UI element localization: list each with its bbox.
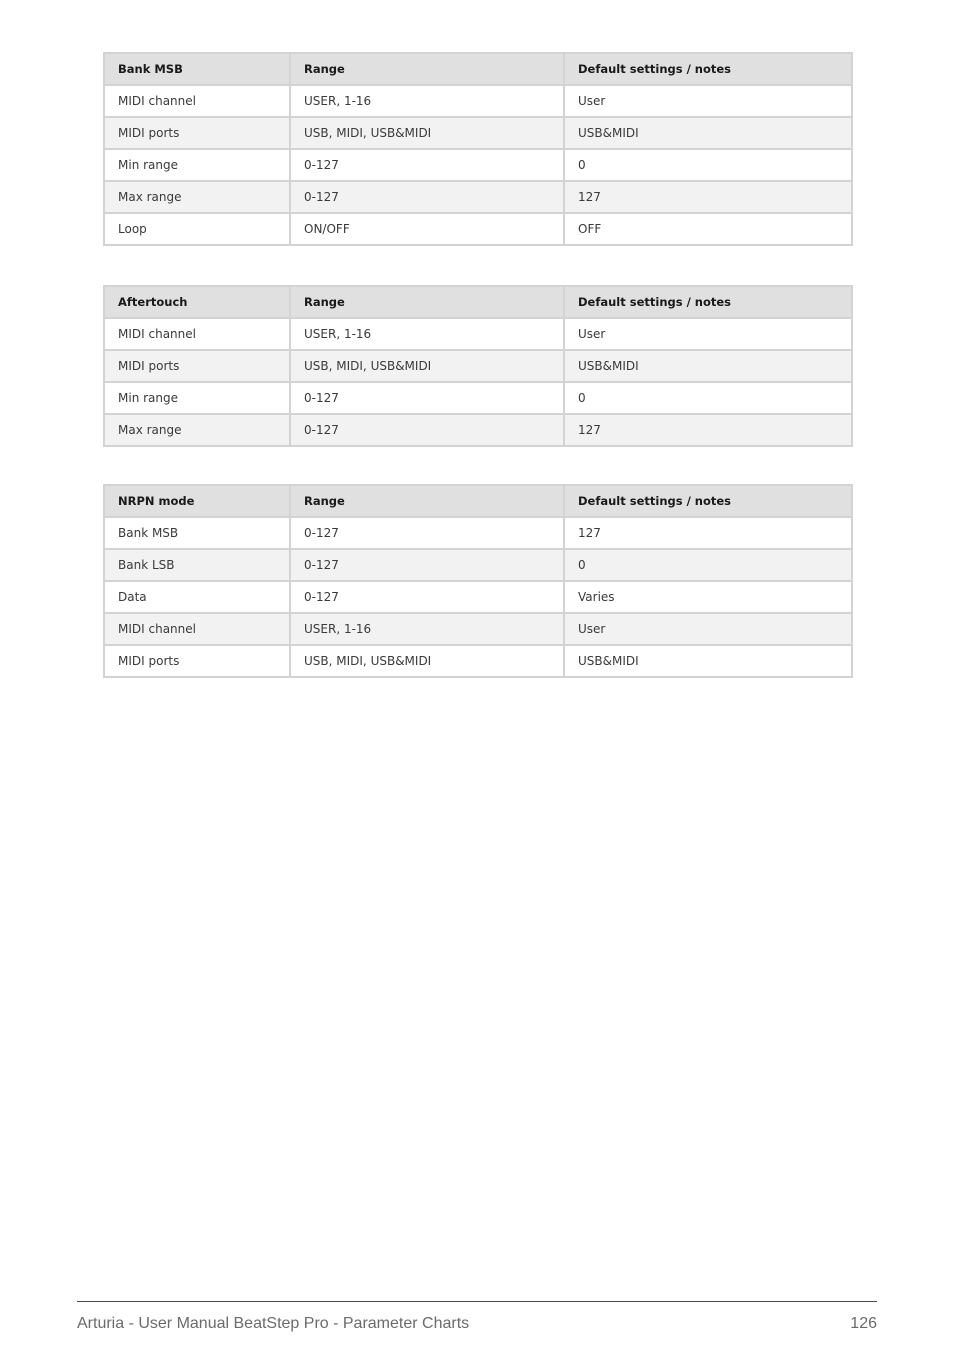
table-header-row [104, 485, 852, 517]
table-header-row [104, 53, 852, 85]
default-cell: USB&MIDI [564, 645, 852, 677]
table-row [104, 613, 852, 645]
range-cell: 0-127 [290, 549, 564, 581]
range-cell: 0-127 [290, 181, 564, 213]
footer-title: Arturia - User Manual BeatStep Pro - Parameter Charts [77, 1315, 470, 1332]
range-cell: 0-127 [290, 581, 564, 613]
column-header-parameter: Bank MSB [104, 53, 290, 85]
parameter-cell: MIDI ports [104, 645, 290, 677]
range-cell: USB, MIDI, USB&MIDI [290, 117, 564, 149]
parameter-cell: Min range [104, 382, 290, 414]
column-header-parameter: Aftertouch [104, 286, 290, 318]
range-cell: USB, MIDI, USB&MIDI [290, 645, 564, 677]
column-header-default: Default settings / notes [564, 485, 852, 517]
default-cell: 127 [564, 517, 852, 549]
table-row [104, 382, 852, 414]
parameter-cell: Min range [104, 149, 290, 181]
parameter-cell: MIDI ports [104, 350, 290, 382]
column-header-default: Default settings / notes [564, 286, 852, 318]
bank-msb-table [103, 52, 853, 246]
range-cell: 0-127 [290, 149, 564, 181]
nrpn-mode-table [103, 484, 853, 678]
table-row [104, 549, 852, 581]
column-header-range: Range [290, 286, 564, 318]
range-cell: ON/OFF [290, 213, 564, 245]
column-header-parameter: NRPN mode [104, 485, 290, 517]
parameter-cell: MIDI ports [104, 117, 290, 149]
parameter-cell: Bank MSB [104, 517, 290, 549]
parameter-cell: Data [104, 581, 290, 613]
table-row [104, 517, 852, 549]
default-cell: 0 [564, 549, 852, 581]
default-cell: User [564, 613, 852, 645]
default-cell: 127 [564, 181, 852, 213]
table-row [104, 318, 852, 350]
default-cell: USB&MIDI [564, 350, 852, 382]
table-row [104, 414, 852, 446]
table-header-row [104, 286, 852, 318]
default-cell: User [564, 318, 852, 350]
range-cell: 0-127 [290, 382, 564, 414]
parameter-cell: Max range [104, 414, 290, 446]
default-cell: 0 [564, 382, 852, 414]
aftertouch-table [103, 285, 853, 447]
parameter-cell: Bank LSB [104, 549, 290, 581]
table-row [104, 181, 852, 213]
table-row [104, 581, 852, 613]
default-cell: OFF [564, 213, 852, 245]
parameter-cell: MIDI channel [104, 85, 290, 117]
table-row [104, 350, 852, 382]
default-cell: Varies [564, 581, 852, 613]
range-cell: USER, 1-16 [290, 318, 564, 350]
table-row [104, 213, 852, 245]
table-row [104, 149, 852, 181]
column-header-range: Range [290, 485, 564, 517]
range-cell: USB, MIDI, USB&MIDI [290, 350, 564, 382]
page-number: 126 [850, 1315, 877, 1332]
range-cell: USER, 1-16 [290, 613, 564, 645]
table-row [104, 117, 852, 149]
column-header-range: Range [290, 53, 564, 85]
column-header-default: Default settings / notes [564, 53, 852, 85]
parameter-cell: MIDI channel [104, 613, 290, 645]
default-cell: 0 [564, 149, 852, 181]
page-footer [77, 1301, 877, 1332]
table-row [104, 85, 852, 117]
range-cell: USER, 1-16 [290, 85, 564, 117]
parameter-cell: MIDI channel [104, 318, 290, 350]
table-row [104, 645, 852, 677]
default-cell: 127 [564, 414, 852, 446]
default-cell: USB&MIDI [564, 117, 852, 149]
parameter-cell: Loop [104, 213, 290, 245]
default-cell: User [564, 85, 852, 117]
range-cell: 0-127 [290, 517, 564, 549]
range-cell: 0-127 [290, 414, 564, 446]
parameter-cell: Max range [104, 181, 290, 213]
